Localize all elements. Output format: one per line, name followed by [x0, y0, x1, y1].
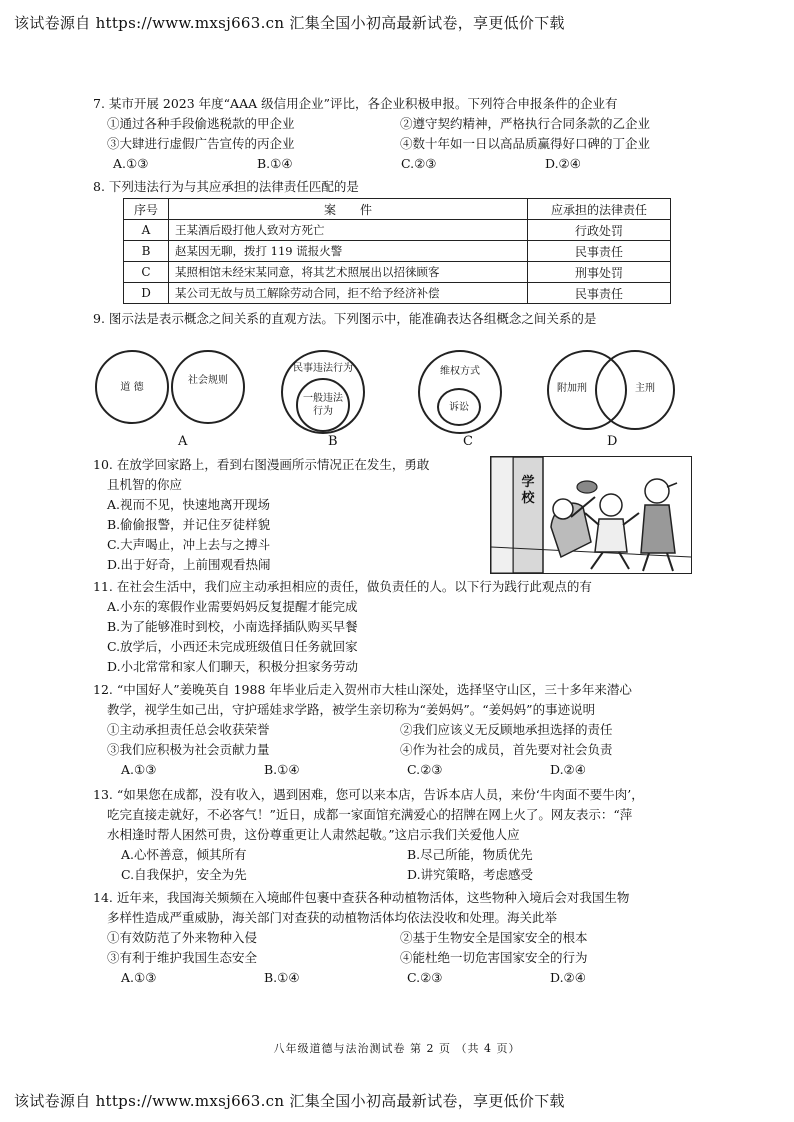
label-supplementary: 附加刑	[557, 383, 587, 394]
option-d: D.小北常常和家人们聊天，积极分担家务劳动	[107, 659, 359, 674]
question-stem: 11. 在社会生活中，我们应主动承担相应的责任，做负责任的人。以下行为践行此观点的有	[93, 579, 592, 594]
row-label: A	[124, 220, 169, 241]
question-stem-line2: 吃完直接走就好，不必客气！”近日，成都一家面馆充满爱心的招牌在网上火了。网友表示：“萍	[107, 807, 633, 822]
label-morality: 道 德	[120, 382, 144, 393]
diagram-letter-b: B	[328, 434, 338, 449]
question-stem-line1: 12. “中国好人”姜晚英自 1988 年毕业后走入贺州市大桂山深处，选择坚守山区，三十多年来潜心	[93, 682, 632, 697]
question-stem-line1: 14. 近年来，我国海关频频在入境邮件包裹中查获各种动植物活体，这些物种入境后会对我国生物	[93, 890, 630, 905]
option-a: A.视而不见，快速地离开现场	[107, 497, 271, 512]
question-11	[93, 577, 693, 677]
option-c: C.②③	[407, 970, 443, 985]
option-c: C.②③	[407, 762, 443, 777]
question-7	[93, 94, 693, 174]
law-table	[123, 198, 671, 304]
question-stem-line1: 10. 在放学回家路上，看到右图漫画所示情况正在发生，勇敢	[93, 457, 430, 472]
liability-cell: 民事责任	[528, 241, 671, 262]
diagram-letter-d: D	[607, 434, 618, 449]
label-rights-methods: 维权方式	[440, 366, 480, 377]
venn-diagram-c	[418, 340, 518, 430]
question-stem-line1: 13. “如果您在成都，没有收入，遇到困难，您可以来本店，告诉本店人员，来份‘牛肉面不要牛肉’，	[93, 787, 644, 802]
liability-cell: 民事责任	[528, 283, 671, 304]
school-sign: 学校	[521, 475, 535, 506]
statement-2: ②遵守契约精神，严格执行合同条款的乙企业	[400, 116, 651, 131]
table-row	[124, 220, 671, 241]
label-social-rules: 社会规则	[188, 375, 228, 386]
label-litigation: 诉讼	[449, 402, 469, 413]
option-b: B.①④	[257, 156, 293, 171]
row-label: D	[124, 283, 169, 304]
label-principal: 主刑	[635, 383, 655, 394]
liability-cell: 刑事处罚	[528, 262, 671, 283]
option-d: D.出于好奇，上前围观看热闹	[107, 557, 271, 572]
option-a: A.①③	[121, 970, 157, 985]
option-c: C.放学后，小西还未完成班级值日任务就回家	[107, 639, 358, 654]
statement-2: ②基于生物安全是国家安全的根本	[400, 930, 588, 945]
option-a: A.①③	[113, 156, 149, 171]
option-c: C.自我保护，安全为先	[121, 867, 247, 882]
question-stem-line2: 多样性造成严重威胁，海关部门对查获的动植物活体均依法没收和处理。海关此举	[107, 910, 558, 925]
case-cell: 王某酒后殴打他人致对方死亡	[169, 220, 528, 241]
question-stem: 9. 图示法是表示概念之间关系的直观方法。下列图示中，能准确表达各组概念之间关系的是	[93, 311, 597, 326]
col-header-number: 序号	[124, 199, 169, 220]
table-row	[124, 283, 671, 304]
statement-4: ④能杜绝一切危害国家安全的行为	[400, 950, 588, 965]
statement-4: ④作为社会的成员，首先要对社会负责	[400, 742, 613, 757]
question-9	[93, 309, 693, 329]
question-stem-line2: 且机智的你应	[107, 477, 183, 492]
option-d: D.讲究策略，考虑感受	[407, 867, 534, 882]
statement-3: ③大肆进行虚假广告宣传的丙企业	[107, 136, 295, 151]
label-civil-offence: 民事违法行为	[293, 363, 353, 374]
option-a: A.①③	[121, 762, 157, 777]
case-cell: 某公司无故与员工解除劳动合同，拒不给予经济补偿	[169, 283, 528, 304]
statement-4: ④数十年如一日以高品质赢得好口碑的丁企业	[400, 136, 651, 151]
statement-3: ③我们应积极为社会贡献力量	[107, 742, 270, 757]
case-cell: 某照相馆未经宋某同意，将其艺术照展出以招徕顾客	[169, 262, 528, 283]
option-a: A.小东的寒假作业需要妈妈反复提醒才能完成	[107, 599, 358, 614]
option-b: B.尽己所能，物质优先	[407, 847, 533, 862]
question-stem: 7. 某市开展 2023 年度“AAA 级信用企业”评比，各企业积极申报。下列符合申报条件的企业有	[93, 96, 618, 111]
question-stem-line3: 水相逢时帮人困然可贵，这份尊重更让人肃然起敬。”这启示我们关爱他人应	[107, 827, 520, 842]
option-c: C.大声喝止，冲上去与之搏斗	[107, 537, 271, 552]
option-b: B.①④	[264, 970, 300, 985]
page-footer: 八年级道德与法治测试卷 第 2 页 （共 4 页）	[273, 1042, 521, 1055]
source-banner-bottom: 该试卷源自 https://www.mxsj663.cn 汇集全国小初高最新试卷，享更低价下载	[14, 1092, 565, 1110]
statement-1: ①通过各种手段偷逃税款的甲企业	[107, 116, 295, 131]
row-label: C	[124, 262, 169, 283]
venn-diagram-b	[281, 340, 381, 430]
option-b: B.偷偷报警，并记住歹徒样貌	[107, 517, 271, 532]
label-general-offence: 一般违法行为	[303, 393, 343, 417]
venn-diagram-d	[547, 340, 687, 430]
question-14	[93, 888, 693, 988]
venn-diagram-a	[95, 340, 265, 430]
question-stem-line2: 教学，视学生如己出，守护瑶娃求学路，被学生亲切称为“姜妈妈”。“姜妈妈”的事迹说明	[107, 702, 596, 717]
table-header-row	[124, 199, 671, 220]
statement-2: ②我们应该义无反顾地承担选择的责任	[400, 722, 613, 737]
source-banner-top: 该试卷源自 https://www.mxsj663.cn 汇集全国小初高最新试卷，享更低价下载	[14, 14, 565, 32]
question-stem: 8. 下列违法行为与其应承担的法律责任匹配的是	[93, 179, 359, 194]
option-b: B.为了能够准时到校，小南选择插队购买早餐	[107, 619, 358, 634]
col-header-liability: 应承担的法律责任	[528, 199, 671, 220]
robbery-cartoon	[490, 456, 692, 574]
liability-cell: 行政处罚	[528, 220, 671, 241]
option-a: A.心怀善意，倾其所有	[121, 847, 247, 862]
case-cell: 赵某因无聊，拨打 119 谎报火警	[169, 241, 528, 262]
statement-1: ①主动承担责任总会收获荣誉	[107, 722, 270, 737]
diagram-letter-a: A	[178, 434, 188, 449]
question-13	[93, 785, 693, 885]
option-d: D.②④	[545, 156, 581, 171]
option-c: C.②③	[401, 156, 437, 171]
option-d: D.②④	[550, 970, 586, 985]
diagram-letter-c: C	[463, 434, 473, 449]
question-8	[93, 177, 693, 197]
statement-1: ①有效防范了外来物种入侵	[107, 930, 258, 945]
circle-right	[171, 350, 245, 424]
table-row	[124, 262, 671, 283]
col-header-case: 案 件	[169, 199, 528, 220]
option-b: B.①④	[264, 762, 300, 777]
statement-3: ③有利于维护我国生态安全	[107, 950, 258, 965]
table-row	[124, 241, 671, 262]
option-d: D.②④	[550, 762, 586, 777]
question-12	[93, 680, 693, 780]
row-label: B	[124, 241, 169, 262]
